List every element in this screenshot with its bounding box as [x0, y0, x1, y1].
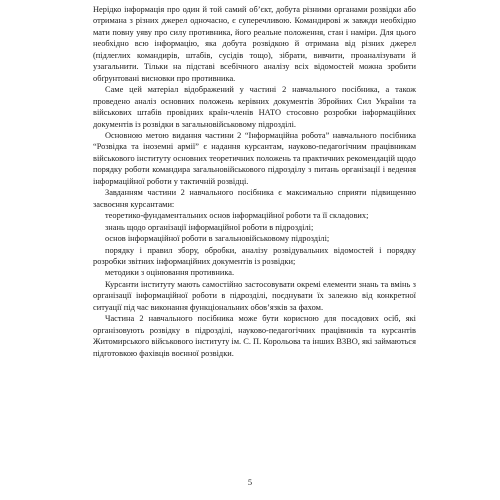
- paragraph-purpose: Основною метою видання частини 2 “Інформаційна робота” навчального посібника “Розвідка та іноземні армії” є надання курсантам, науково-педагогічним працівникам військового інституту основних теоретичних положень та практичних рекомендацій щодо порядку роботи командира загальновійськового підрозділу з питань організації і ведення інформаційної роботи у тактичній розвідці.: [93, 130, 416, 186]
- paragraph-tasks: Завданням частини 2 навчального посібника є максимально сприяти підвищенню засвоєння курсантами:: [93, 188, 416, 209]
- list-item-theory: теоретико-фундаментальних основ інформаційної роботи та її складових;: [105, 211, 369, 221]
- list-item-procedure: порядку і правил збору, обробки, аналізу розвідувальних відомостей і порядку розробки звітних інформаційних документів із розвідки;: [93, 245, 416, 266]
- page-number: 5: [247, 478, 253, 487]
- list-item-methodology: методики з оцінювання противника.: [105, 268, 235, 278]
- body-text: [93, 4, 416, 359]
- paragraph-intro: Нерідко інформація про один й той самий об’єкт, добута різними органами розвідки або отримана з різних джерел одночасно, є суперечливою. Командирові ж завжди необхідно мати повну уяву про силу противника, його реальне положення, стан і наміри. Для цього необхідно всю інформацію, яка добута розвідкою й отримана від різних джерел (підлеглих командирів, штабів, сусідів тощо), зібрати, вивчити, проаналізувати й узагальнити. Тільки на підставі всебічного аналізу всіх відомостей можна зробити обґрунтовані висновки про противника.: [93, 5, 416, 83]
- paragraph-skills: Курсанти інституту мають самостійно застосовувати окремі елементи знань та вмінь з організації інформаційної роботи в підрозділі, поєднувати їх залежно від конкретної ситуації під час виконання функціональних обов’язків за фахом.: [93, 279, 416, 312]
- paragraph-audience: Частина 2 навчального посібника може бути корисною для посадових осіб, які організовують розвідку в підрозділі, науково-педагогічних працівників та курсантів Житомирського військового інституту ім. С. П. Корольова та інших ВЗВО, які займаються підготовкою фахівців воєнної розвідки.: [93, 314, 416, 358]
- list-item-organization: знань щодо організації інформаційної роботи в підрозділі;: [105, 222, 314, 232]
- paragraph-material: Саме цей матеріал відображений у частині 2 навчального посібника, а також проведено аналіз основних положень керівних документів Збройних Сил України та військових штабів провідних країн-членів НАТО стосовно розробки інформаційних документів із розвідки в загальновійськовому підрозділі.: [93, 85, 416, 129]
- list-item-basics: основ інформаційної роботи в загальновійськовому підрозділі;: [105, 234, 330, 244]
